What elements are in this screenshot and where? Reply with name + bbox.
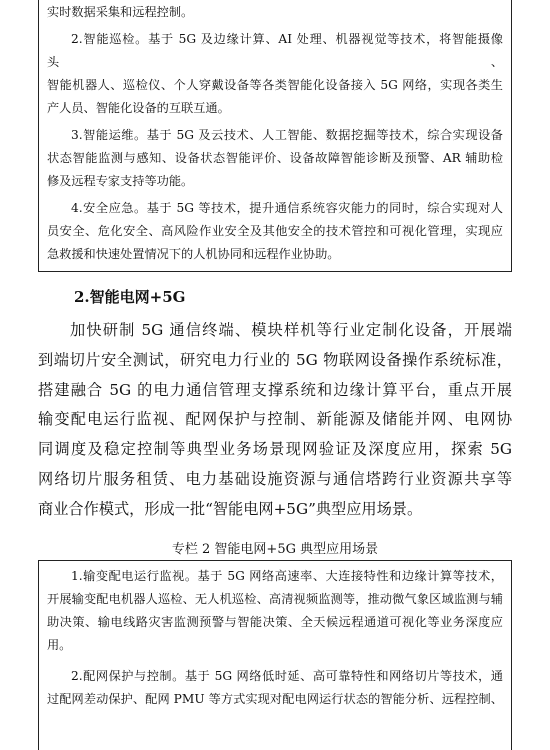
box2-line-5: 过配网差动保护、配网 PMU 等方式实现对配电网运行状态的智能分析、远程控制、 <box>47 692 503 706</box>
body-line-4: 输变配电运行监视、配网保护与控制、新能源及储能并网、电网协 <box>38 410 512 429</box>
box1-line-4: 产人员、智能化设备的互联互通。 <box>47 101 230 115</box>
box1-line-10: 急救援和快速处置情况下的人机协同和远程作业协助。 <box>47 247 340 261</box>
box1-line-9: 员安全、危化安全、高风险作业安全及其他安全的技术管控和可视化管理，实现应 <box>47 224 503 238</box>
box2-line-2: 开展输变配电机器人巡检、无人机巡检、高清视频监测等，推动微气象区域监测与辅 <box>47 592 503 606</box>
box2-line-3: 助决策、输电线路灾害监测预警与智能决策、全天候远程通道可视化等业务深度应用。 <box>47 615 503 652</box>
upper-box <box>38 0 512 272</box>
box1-line-6: 状态智能监测与感知、设备状态智能评价、设备故障智能诊断及预警、AR 辅助检 <box>47 151 503 165</box>
section-body <box>38 316 512 525</box>
box1-line-2: 2.智能巡检。基于 5G 及边缘计算、AI 处理、机器视觉等技术，将智能摄像头、 <box>47 32 503 69</box>
box1-line-3: 智能机器人、巡检仪、个人穿戴设备等各类智能化设备接入 5G 网络，实现各类生 <box>47 78 503 92</box>
section-heading: 2.智能电网+5G <box>74 288 186 306</box>
box1-line-8: 4.安全应急。基于 5G 等技术，提升通信系统容灾能力的同时，综合实现对人 <box>71 201 503 215</box>
body-line-5: 同调度及稳定控制等典型业务场景现网验证及深度应用，探索 5G <box>38 440 512 459</box>
box1-line-1: 实时数据采集和远程控制。 <box>47 5 194 19</box>
body-line-1: 加快研制 5G 通信终端、模块样机等行业定制化设备，开展端 <box>70 321 512 339</box>
box1-line-7: 修及远程专家支持等功能。 <box>47 174 194 188</box>
lower-box <box>38 560 512 750</box>
body-line-2: 到端切片安全测试，研究电力行业的 5G 物联网设备操作系统标准， <box>38 350 512 369</box>
box1-line-5: 3.智能运维。基于 5G 及云技术、人工智能、数据挖掘等技术，综合实现设备 <box>71 128 503 142</box>
box2-line-4: 2.配网保护与控制。基于 5G 网络低时延、高可靠特性和网络切片等技术，通 <box>71 669 503 683</box>
box-caption: 专栏 2 智能电网+5G 典型应用场景 <box>171 542 379 557</box>
box2-line-1: 1.输变配电运行监视。基于 5G 网络高速率、大连接特性和边缘计算等技术， <box>71 569 503 583</box>
body-line-7: 商业合作模式，形成一批“智能电网+5G”典型应用场景。 <box>38 499 423 518</box>
body-line-3: 搭建融合 5G 的电力通信管理支撑系统和边缘计算平台，重点开展 <box>38 380 512 399</box>
body-line-6: 网络切片服务租赁、电力基础设施资源与通信塔跨行业资源共享等 <box>38 469 512 488</box>
